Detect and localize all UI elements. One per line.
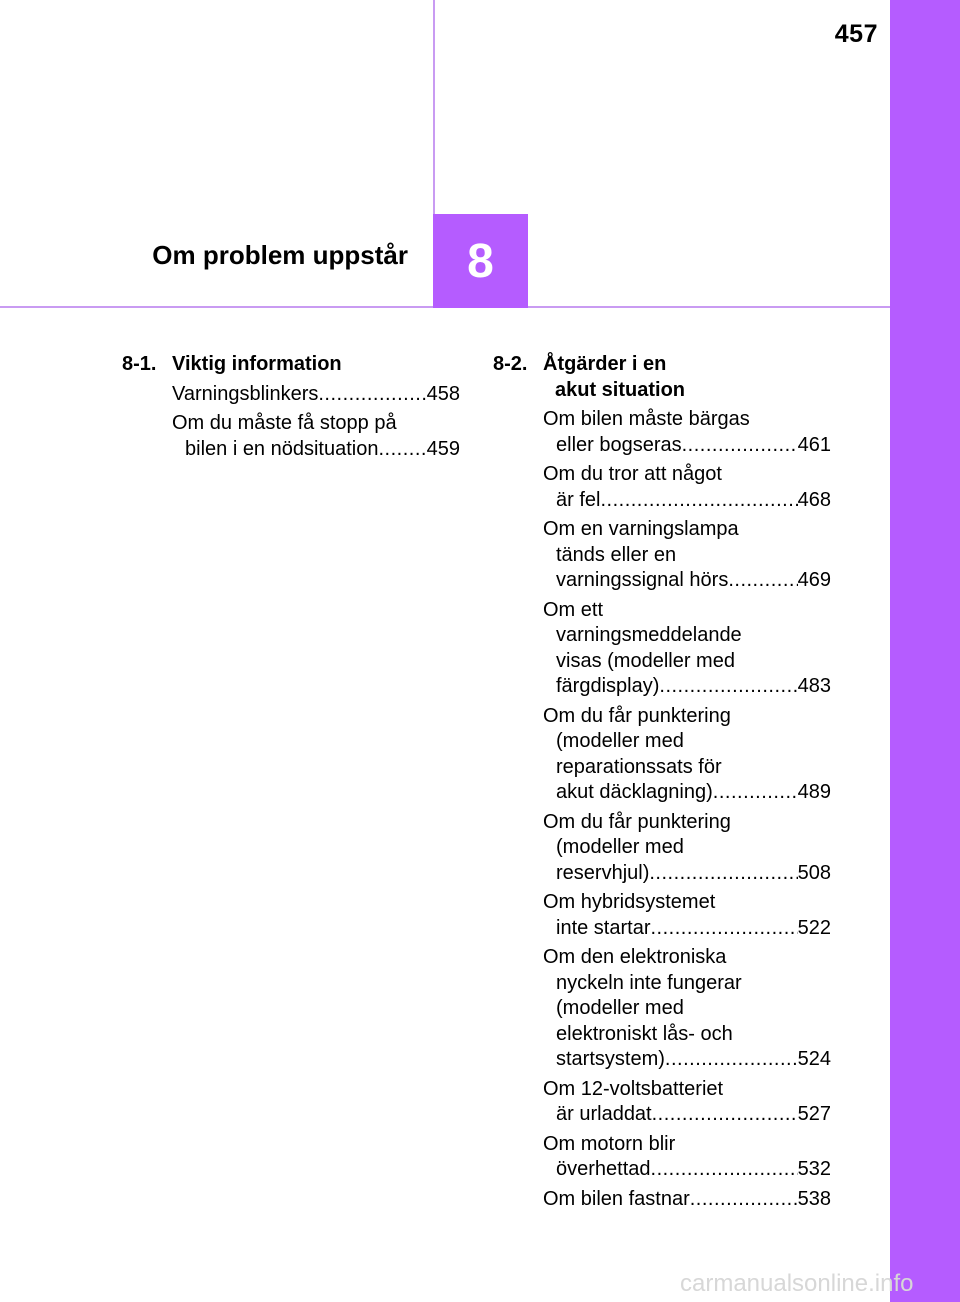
toc-entry-line (172, 437, 460, 463)
toc-entry-line: Om hybridsystemet (543, 891, 716, 913)
toc-entry-text: akut däcklagning) (556, 781, 713, 803)
toc-entry-text: reservhjul) (556, 861, 650, 884)
toc-entry-line: Om du får punktering (543, 810, 731, 833)
toc-entry-text: bilen i en nödsituation (185, 437, 379, 460)
section-title: Viktig information (172, 353, 342, 375)
toc-entry-text: inte startar (556, 916, 651, 939)
toc-entry-line (543, 1157, 831, 1183)
section-number: 8-2. (493, 353, 528, 375)
dot-leader (651, 1157, 798, 1183)
toc-entry[interactable] (493, 945, 831, 1073)
toc-entry-line: Om 12-voltsbatteriet (543, 1077, 724, 1100)
toc-entry-page[interactable]: 458 (426, 382, 460, 405)
chapter-title: Om problem uppstår (152, 240, 408, 270)
toc-entry-text: färgdisplay) (556, 675, 660, 697)
toc-entry-line: Om den elektroniska (543, 946, 727, 968)
toc-entry-line: (modeller med (556, 730, 684, 752)
toc-entry-text: varningssignal hörs (556, 569, 729, 591)
toc-column-right (493, 352, 831, 1216)
toc-entry[interactable] (493, 598, 831, 700)
toc-entry-page[interactable]: 527 (797, 1103, 831, 1125)
toc-column-left (122, 352, 460, 466)
toc-entry-line: Om motorn blir (543, 1132, 676, 1155)
toc-entry-line (543, 568, 831, 594)
chapter-number: 8 (467, 234, 494, 288)
toc-entry-line: varningsmeddelande (556, 624, 742, 646)
dot-leader (652, 1102, 798, 1128)
header-vertical-rule (433, 0, 435, 214)
toc-entry-line: elektroniskt lås- och (556, 1022, 733, 1045)
dot-leader (713, 780, 798, 806)
toc-entry[interactable] (493, 1132, 831, 1183)
toc-entry-line (543, 433, 831, 459)
section-title: akut situation (555, 378, 686, 401)
toc-entry[interactable] (493, 1077, 831, 1128)
watermark: carmanualsonline.info (680, 1270, 914, 1297)
section-heading (122, 352, 460, 378)
toc-entry[interactable] (493, 1187, 831, 1213)
chapter-number-box (433, 214, 528, 308)
toc-entry-text: Varningsblinkers (172, 382, 319, 405)
dot-leader (690, 1187, 798, 1213)
toc-entry-line: Om en varningslampa (543, 518, 739, 540)
toc-entry[interactable] (493, 462, 831, 513)
toc-entry-page[interactable]: 538 (797, 1187, 831, 1210)
toc-entry-line: (modeller med (556, 836, 684, 858)
toc-entry-text: överhettad (556, 1158, 651, 1180)
toc-entry[interactable] (493, 890, 831, 941)
toc-entry-text: Om bilen fastnar (543, 1187, 690, 1210)
toc-entry-line: (modeller med (556, 997, 684, 1019)
toc-entry-line: visas (modeller med (556, 649, 735, 672)
toc-entry-page[interactable]: 459 (426, 437, 460, 460)
toc-entry-page[interactable]: 524 (797, 1048, 831, 1070)
dot-leader (659, 674, 797, 700)
toc-entry-page[interactable]: 508 (797, 861, 831, 884)
toc-entry[interactable] (493, 407, 831, 458)
toc-entry-line: reparationssats för (556, 755, 722, 778)
toc-entry-page[interactable]: 489 (797, 781, 831, 803)
toc-entry[interactable] (122, 382, 460, 408)
toc-entry-page[interactable]: 461 (797, 433, 831, 456)
toc-entry-page[interactable]: 469 (797, 569, 831, 591)
toc-entry-line (543, 488, 831, 514)
toc-entry-line: Om du måste få stopp på (172, 412, 397, 434)
toc-entry-page[interactable]: 483 (797, 675, 831, 697)
toc-entry-line (543, 1047, 831, 1073)
toc-entry-page[interactable]: 532 (797, 1158, 831, 1180)
toc-entry-text: eller bogseras (556, 433, 682, 456)
chapter-sidebar-tab (890, 0, 960, 1302)
section-number: 8-1. (122, 353, 157, 375)
toc-entry-text: startsystem) (556, 1048, 665, 1070)
dot-leader (649, 861, 797, 887)
dot-leader (665, 1047, 798, 1073)
toc-entry[interactable] (122, 411, 460, 462)
toc-entry-line (543, 1102, 831, 1128)
section-title: Åtgärder i en (543, 353, 667, 375)
dot-leader (600, 488, 797, 514)
toc-entry-page[interactable]: 522 (797, 916, 831, 939)
toc-entry-line (543, 1187, 831, 1213)
toc-entry-page[interactable]: 468 (797, 488, 831, 511)
dot-leader (650, 916, 797, 942)
toc-entry-line (543, 861, 831, 887)
dot-leader (728, 568, 797, 594)
toc-entry[interactable] (493, 704, 831, 806)
toc-entry-line (543, 780, 831, 806)
toc-entry-line: tänds eller en (556, 543, 677, 566)
toc-entry[interactable] (493, 810, 831, 887)
dot-leader (378, 437, 426, 463)
toc-entry[interactable] (493, 517, 831, 594)
section-heading (493, 352, 831, 403)
toc-entry-line (172, 382, 460, 408)
page-number: 457 (834, 20, 878, 48)
toc-entry-text: är fel (556, 488, 601, 511)
toc-entry-line: Om du får punktering (543, 704, 731, 727)
toc-entry-line (543, 916, 831, 942)
toc-entry-line: nyckeln inte fungerar (556, 971, 742, 994)
toc-entry-line (543, 674, 831, 700)
toc-entry-line: Om ett (543, 598, 604, 621)
toc-entry-line: Om du tror att något (543, 463, 722, 485)
toc-entry-line: Om bilen måste bärgas (543, 408, 750, 430)
dot-leader (318, 382, 426, 408)
dot-leader (682, 433, 798, 459)
toc-entry-text: är urladdat (556, 1103, 652, 1125)
